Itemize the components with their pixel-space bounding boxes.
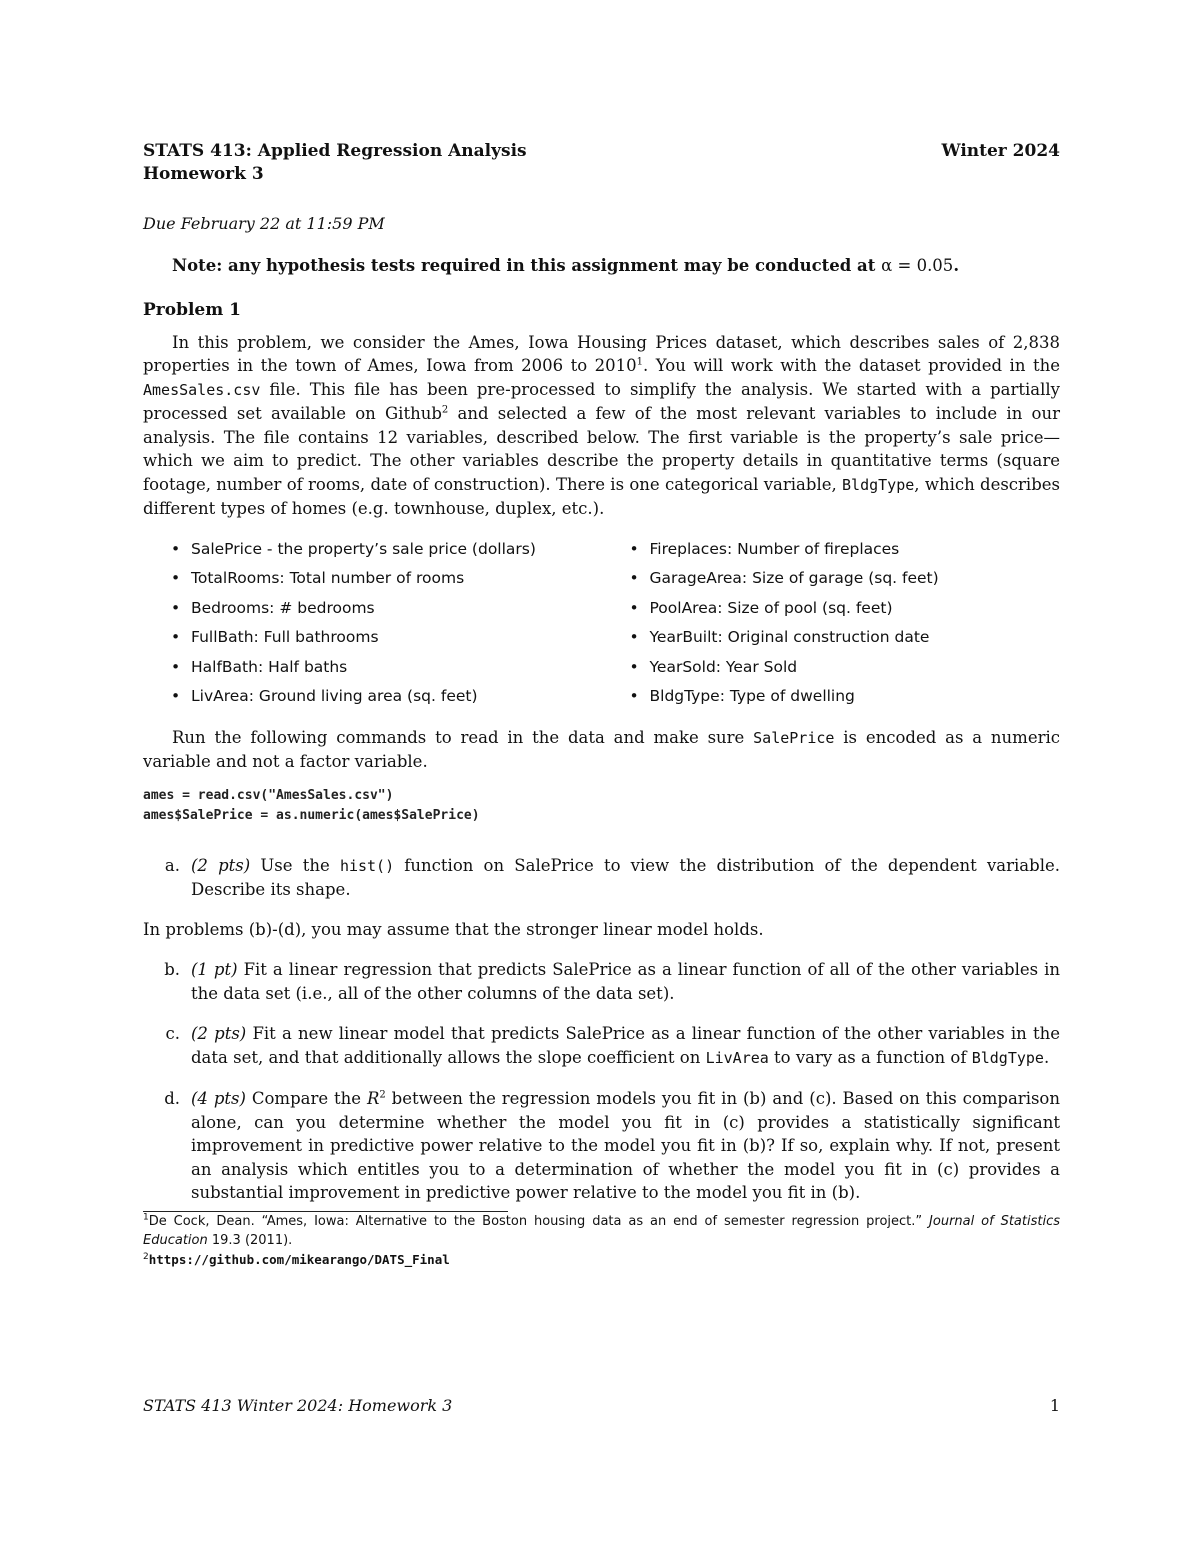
intro-text-3: file. This file has been pre-processed to simplify the analysis. We started with a partially processed set available on Github	[143, 379, 1060, 423]
code-block	[143, 786, 1060, 826]
list-item: • YearSold: Year Sold	[630, 653, 1061, 683]
question-text: Fit a new linear model that predicts SalePrice as a linear function of the other variables in the data set, and that additionally allows the slope coefficient on	[191, 1024, 1060, 1067]
note-end: .	[953, 255, 960, 275]
footnote-ref-2: 2	[441, 404, 449, 416]
intro-text-1: In this problem, we consider the Ames, Iowa Housing Prices dataset, which describes sales of 2,838 properties in the town of Ames, Iowa from 2006 to 2010	[143, 332, 1060, 375]
livarea-code: LivArea	[705, 1048, 769, 1067]
list-item: • BldgType: Type of dwelling	[630, 682, 1061, 712]
question-text: to vary as a function of	[768, 1047, 972, 1067]
filename-code: AmesSales.csv	[143, 380, 261, 399]
bldgtype-code: BldgType	[842, 475, 915, 494]
list-item: • PoolArea: Size of pool (sq. feet)	[630, 594, 1061, 624]
question-a	[143, 854, 1060, 902]
term-label: Winter 2024	[941, 141, 1060, 161]
points: (2 pts)	[191, 1024, 247, 1043]
question-label: c.	[165, 1024, 180, 1043]
list-item: • TotalRooms: Total number of rooms	[171, 564, 602, 594]
run-text-2: is encoded as a numeric variable and not a factor variable.	[143, 727, 1060, 771]
saleprice-code: SalePrice	[753, 728, 835, 747]
footnote-1	[143, 1212, 1060, 1250]
page-number: 1	[1049, 1396, 1060, 1415]
intro-text-2: . You will work with the dataset provided in the	[643, 356, 1060, 375]
question-label: a.	[164, 855, 180, 875]
hypothesis-note	[143, 254, 1060, 278]
footnote-2	[143, 1250, 1060, 1269]
hist-function-code: hist()	[339, 856, 395, 875]
problem-intro	[143, 331, 1060, 521]
problem-title: Problem 1	[143, 300, 241, 320]
variable-list-left	[143, 535, 602, 712]
footnote-text: 19.3 (2011).	[207, 1232, 293, 1248]
r-squared-symbol: R	[366, 1089, 380, 1108]
question-label: b.	[164, 960, 180, 979]
page-footer	[143, 1396, 1060, 1415]
journal-title: Journal of Statistics Education	[143, 1213, 1061, 1248]
points: (1 pt)	[191, 960, 238, 979]
due-date: Due February 22 at 11:59 PM	[143, 214, 385, 233]
list-item: • LivArea: Ground living area (sq. feet)	[171, 682, 602, 712]
code-line: ames$SalePrice = as.numeric(ames$SalePrice)	[143, 807, 480, 823]
intro-text-5: , which describes different types of homes (e.g. townhouse, duplex, etc.).	[143, 474, 1060, 518]
list-item: • FullBath: Full bathrooms	[171, 623, 602, 653]
footnote-url[interactable]: https://github.com/mikearango/DATS_Final	[148, 1251, 450, 1267]
variable-list	[143, 535, 1060, 712]
course-header	[143, 140, 1060, 163]
question-text: .	[1043, 1047, 1050, 1067]
note-text: Note: any hypothesis tests required in this assignment may be conducted at	[172, 255, 876, 275]
r-squared-exponent: 2	[379, 1089, 386, 1101]
list-item: • Bedrooms: # bedrooms	[171, 594, 602, 624]
code-line: ames = read.csv("AmesSales.csv")	[143, 787, 394, 803]
footnote-text: De Cock, Dean. “Ames, Iowa: Alternative to the Boston housing data as an end of semester regression project.”	[148, 1213, 930, 1229]
question-text: Use the	[250, 855, 340, 875]
list-item: • SalePrice - the property’s sale price (dollars)	[171, 535, 602, 565]
question-d	[143, 1087, 1060, 1205]
footer-title: STATS 413 Winter 2024: Homework 3	[143, 1396, 453, 1415]
footnote-index: 2	[143, 1251, 149, 1262]
homework-title: Homework 3	[143, 164, 264, 184]
question-text: Fit a linear regression that predicts SalePrice as a linear function of all of the other variables in the data set (i.e., all of the other columns of the data set).	[191, 960, 1061, 1003]
course-title: STATS 413: Applied Regression Analysis	[143, 141, 527, 161]
document-page	[143, 140, 1060, 1269]
question-text: between the regression models you fit in (b) and (c). Based on this comparison alone, can you determine whether the model you fit in (c) provides a statistically significant improvement in predictive power relative to the model you fit in (b)? If so, explain why. If not, present an analysis which entitles you to a determination of whether the model you fit in (c) provides a substantial improvement in predictive power relative to the model you fit in (b).	[191, 1089, 1060, 1202]
footnote-ref-1: 1	[636, 356, 644, 368]
points: (2 pts)	[191, 855, 251, 875]
list-item: • GarageArea: Size of garage (sq. feet)	[630, 564, 1061, 594]
intro-text-4: and selected a few of the most relevant variables to include in our analysis. The file contains 12 variables, described below. The first variable is the property’s sale price—which we aim to predict. The other variables describe the property details in quantitative terms (square footage, number of rooms, date of construction). There is one categorical variable,	[143, 404, 1061, 494]
footnote-index: 1	[143, 1212, 149, 1223]
bldgtype-code: BldgType	[971, 1048, 1044, 1067]
list-item: • YearBuilt: Original construction date	[630, 623, 1061, 653]
list-item: • HalfBath: Half baths	[171, 653, 602, 683]
list-item: • Fireplaces: Number of fireplaces	[630, 535, 1061, 565]
question-text: function on SalePrice to view the distribution of the dependent variable. Describe its shape.	[191, 855, 1060, 899]
question-text: Compare the	[245, 1089, 367, 1108]
run-text-1: Run the following commands to read in the data and make sure	[172, 727, 754, 747]
question-c	[143, 1022, 1060, 1070]
run-instructions	[143, 726, 1060, 774]
variable-list-right	[602, 535, 1061, 712]
assumption-text: In problems (b)-(d), you may assume that the stronger linear model holds.	[143, 919, 764, 939]
note-alpha: α = 0.05	[881, 255, 954, 275]
question-label: d.	[164, 1089, 180, 1108]
points: (4 pts)	[191, 1089, 246, 1108]
question-b	[143, 958, 1060, 1005]
